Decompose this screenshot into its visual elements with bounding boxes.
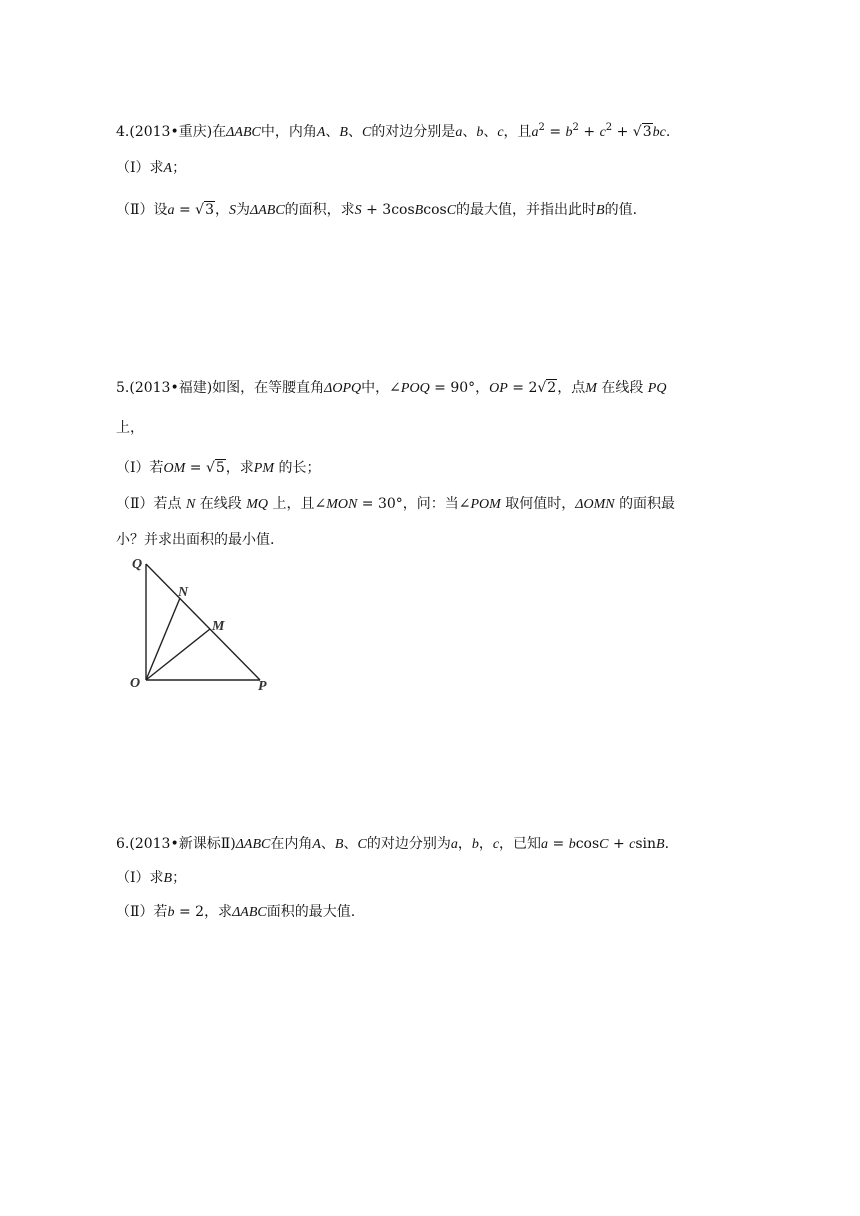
label-n: N [178,585,189,600]
q5-part2: （Ⅱ）若点 N 在线段 MQ 上，且∠MON = 30°，问：当∠POM 取何值时，ΔOMN 的面积最 [116,496,676,512]
label-m: M [212,619,225,634]
q6-statement: 6.(2013•新课标Ⅱ)ΔABC在内角A、B、C的对边分别为a，b，c，已知a = bcosC + csinB. [116,836,670,852]
q5-part2-cont: 小？并求出面积的最小值. [116,532,275,548]
q4-statement: 4.(2013•重庆)在ΔABC中，内角A、B、C的对边分别是a、b、c，且$a^2 = b^2 + c^2 + √3bc$. [116,122,671,140]
q5-statement: 5.(2013•福建)如图，在等腰直角ΔOPQ中，∠POQ = 90°，OP = 2√2，点M 在线段 PQ [116,380,667,396]
label-q: Q [132,557,143,572]
label-p: P [258,679,267,694]
segment-on [146,598,180,680]
q6-part1: （Ⅰ）求B； [116,870,187,886]
segment-om [146,629,210,680]
q5-part1: （Ⅰ）若OM = √5，求PM 的长； [116,460,321,476]
q4-part2: （Ⅱ）设a = √3，S为ΔABC的面积，求S + 3cosBcosC的最大值，并指出此时B的值. [116,202,638,218]
q4-part1: （Ⅰ）求A； [116,160,187,176]
segment-qp [146,564,260,680]
q5-figure [126,552,286,698]
q5-statement-cont: 上， [116,420,144,436]
label-o: O [130,676,141,691]
q6-part2: （Ⅱ）若b = 2，求ΔABC面积的最大值. [116,904,356,920]
